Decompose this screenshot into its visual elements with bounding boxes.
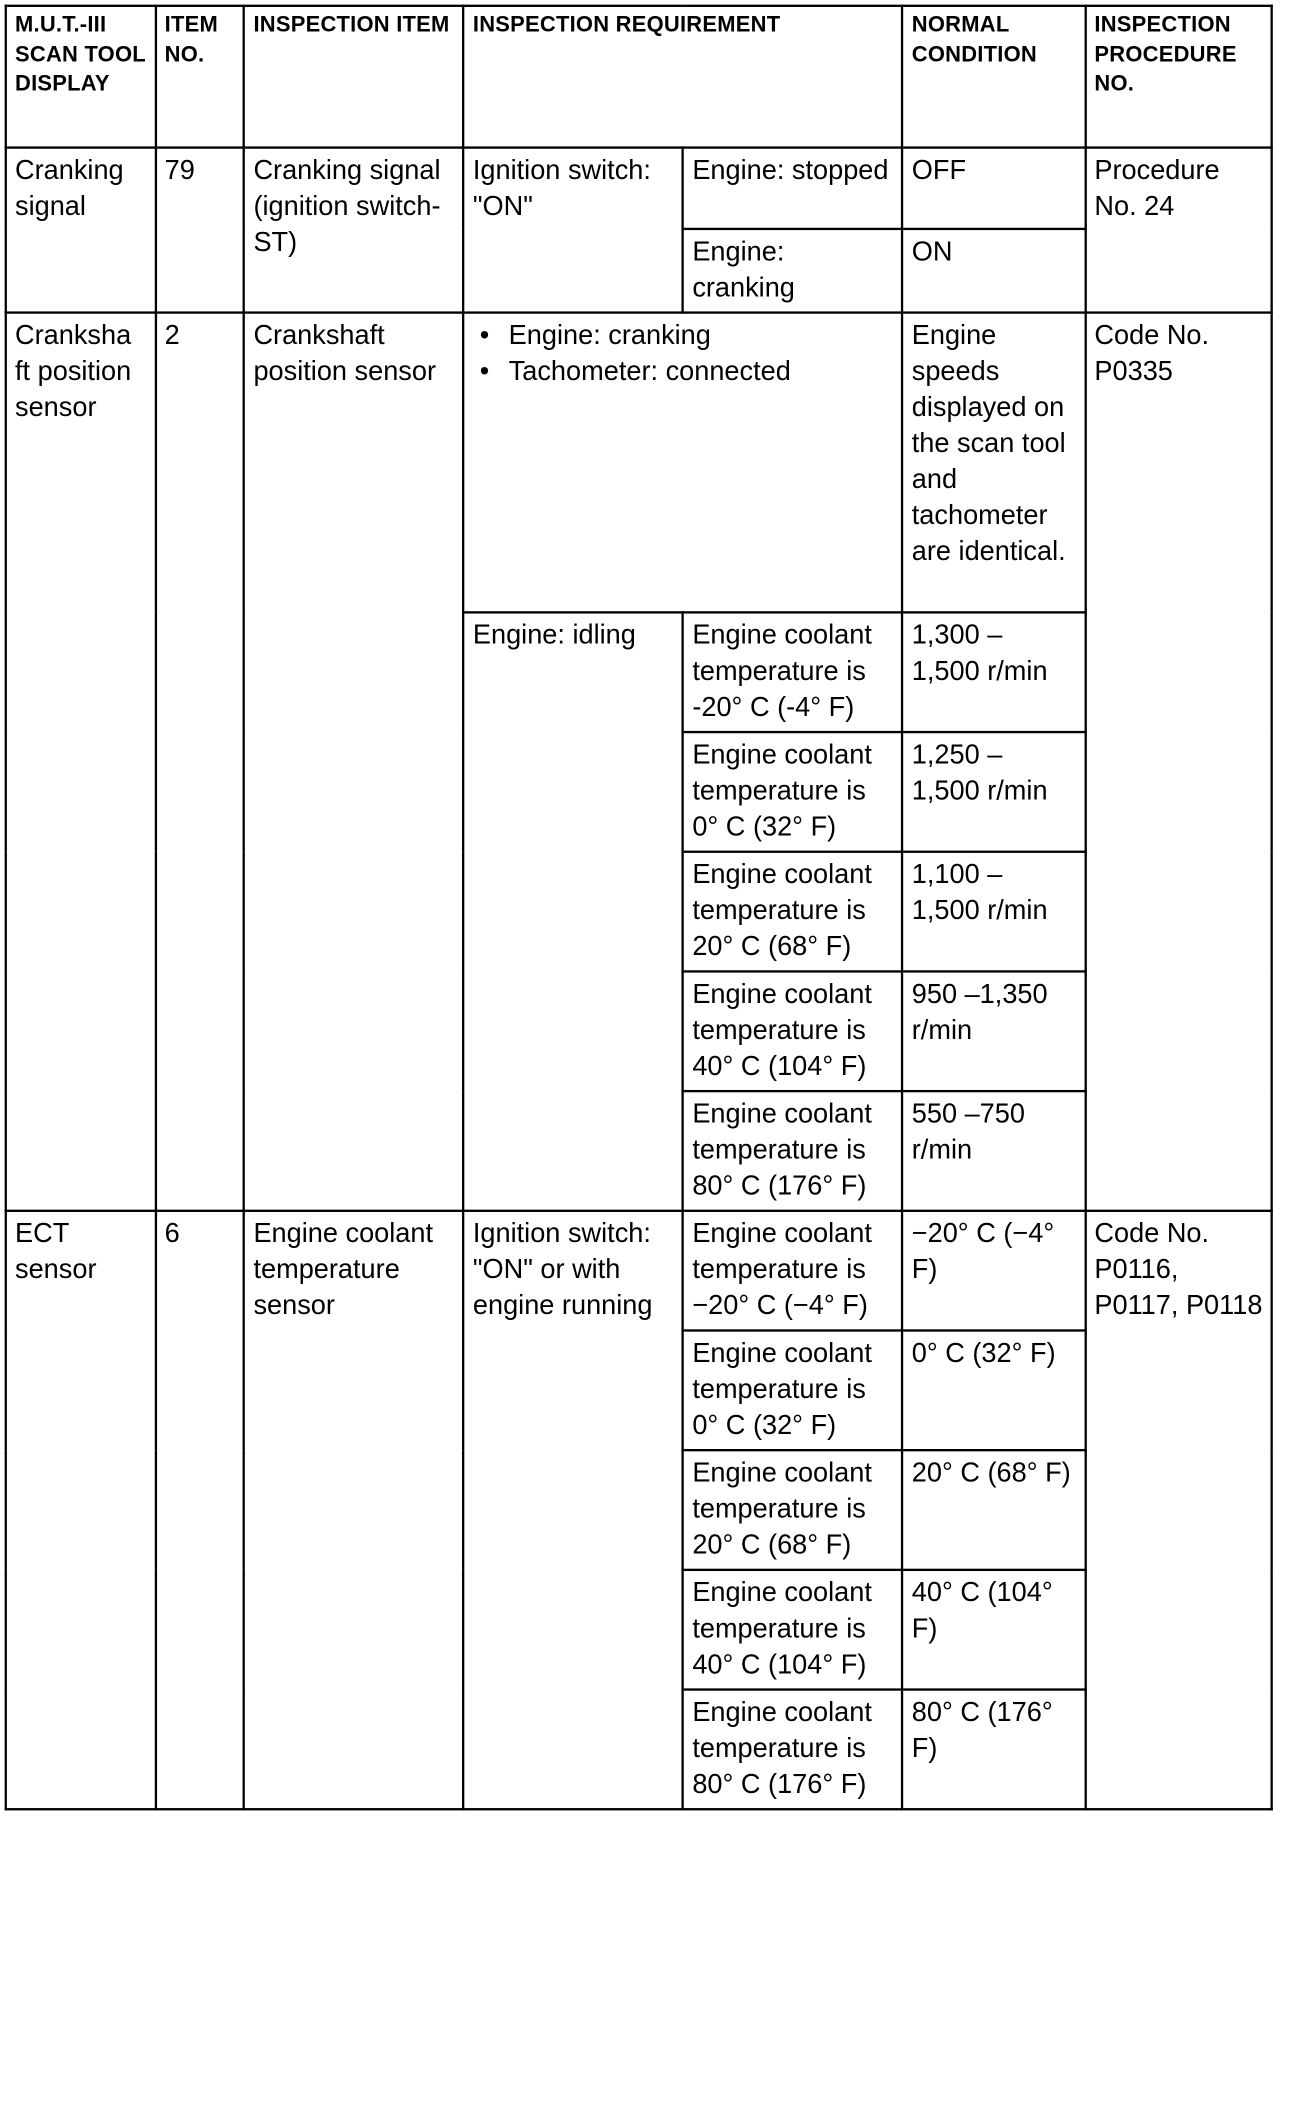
cell-normal-condition: OFF — [903, 148, 1086, 229]
cell-normal-condition: 0° C (32° F) — [903, 1330, 1086, 1450]
cell-item-no: 6 — [155, 1211, 244, 1809]
cell-item-no: 79 — [155, 148, 244, 313]
cell-requirement: Engine: idling — [464, 612, 683, 1210]
cell-normal-condition: 550 –750 r/min — [903, 1091, 1086, 1211]
cell-inspection-item: Cranking signal (ignition switch-ST) — [244, 148, 463, 313]
table-row — [6, 148, 1272, 229]
cell-condition-state: Engine: cranking — [683, 229, 902, 313]
header-scan-tool-display: M.U.T.-III SCAN TOOL DISPLAY — [6, 6, 156, 148]
cell-normal-condition: ON — [903, 229, 1086, 313]
cell-normal-condition: −20° C (−4° F) — [903, 1211, 1086, 1331]
cell-condition-state: Engine coolant temperature is -20° C (-4° F) — [683, 612, 902, 732]
bullet-list — [473, 317, 895, 389]
cell-condition-state: Engine coolant temperature is 20° C (68° F) — [683, 1450, 902, 1570]
table-row — [6, 1211, 1272, 1331]
cell-condition-state: Engine coolant temperature is −20° C (−4° F) — [683, 1211, 902, 1331]
cell-requirement-bullets — [464, 313, 903, 613]
table-row — [6, 313, 1272, 613]
cell-condition-state: Engine coolant temperature is 40° C (104° F) — [683, 1570, 902, 1690]
cell-normal-condition: 1,250 – 1,500 r/min — [903, 732, 1086, 852]
cell-normal-condition: 950 –1,350 r/min — [903, 971, 1086, 1091]
cell-item-no: 2 — [155, 313, 244, 1211]
cell-condition-state: Engine coolant temperature is 0° C (32° F) — [683, 1330, 902, 1450]
header-row — [6, 6, 1272, 148]
header-normal-condition: NORMAL CONDITION — [903, 6, 1086, 148]
cell-condition-state: Engine: stopped — [683, 148, 902, 229]
cell-requirement: Ignition switch: "ON" or with engine running — [464, 1211, 683, 1809]
cell-condition-state: Engine coolant temperature is 0° C (32° F) — [683, 732, 902, 852]
cell-display: Cranking signal — [6, 148, 156, 313]
cell-condition-state: Engine coolant temperature is 40° C (104° F) — [683, 971, 902, 1091]
cell-procedure: Procedure No. 24 — [1085, 148, 1271, 313]
cell-requirement: Ignition switch: "ON" — [464, 148, 683, 313]
cell-normal-condition: 1,100 – 1,500 r/min — [903, 852, 1086, 972]
cell-normal-condition: 1,300 – 1,500 r/min — [903, 612, 1086, 732]
cell-inspection-item: Crankshaft position sensor — [244, 313, 463, 1211]
header-procedure-no: INSPECTION PROCEDURE NO. — [1085, 6, 1271, 148]
cell-condition-state: Engine coolant temperature is 80° C (176° F) — [683, 1690, 902, 1810]
inspection-table — [5, 5, 1273, 1811]
cell-normal-condition: Engine speeds displayed on the scan tool and tachometer are identical. — [903, 313, 1086, 613]
cell-normal-condition: 40° C (104° F) — [903, 1570, 1086, 1690]
list-item: • Tachometer: connected — [480, 353, 895, 389]
cell-condition-state: Engine coolant temperature is 20° C (68° F) — [683, 852, 902, 972]
header-inspection-requirement: INSPECTION REQUIREMENT — [464, 6, 903, 148]
cell-display: ECT sensor — [6, 1211, 156, 1809]
cell-normal-condition: 20° C (68° F) — [903, 1450, 1086, 1570]
list-item: • Engine: cranking — [480, 317, 895, 353]
cell-procedure: Code No. P0335 — [1085, 313, 1271, 1211]
cell-inspection-item: Engine coolant temperature sensor — [244, 1211, 463, 1809]
cell-normal-condition: 80° C (176° F) — [903, 1690, 1086, 1810]
cell-procedure: Code No. P0116, P0117, P0118 — [1085, 1211, 1271, 1809]
cell-condition-state: Engine coolant temperature is 80° C (176° F) — [683, 1091, 902, 1211]
cell-display: Cranksha ft position sensor — [6, 313, 156, 1211]
header-item-no: ITEM NO. — [155, 6, 244, 148]
header-inspection-item: INSPECTION ITEM — [244, 6, 463, 148]
